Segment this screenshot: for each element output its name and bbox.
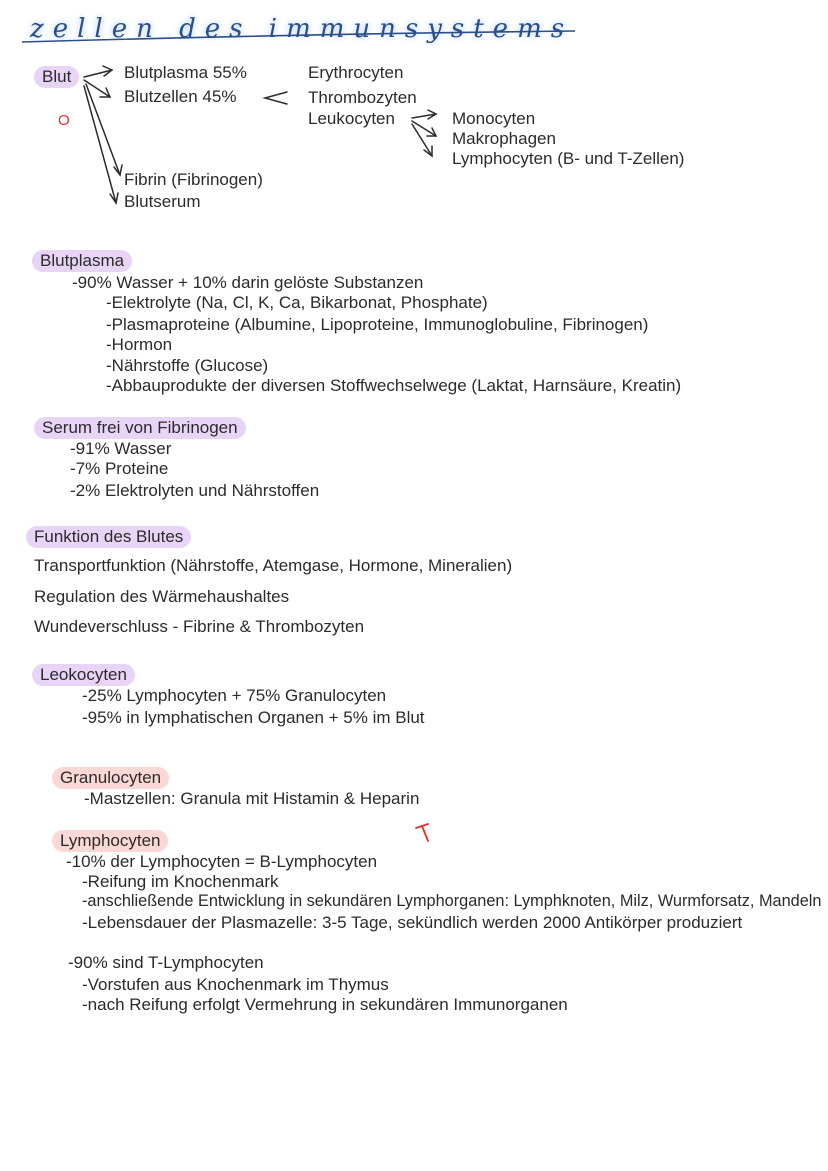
monocyten-label: Monocyten	[452, 109, 536, 128]
list-item: -7% Proteine	[70, 459, 169, 478]
list-item: -91% Wasser	[70, 439, 172, 458]
list-item: -Nährstoffe (Glucose)	[106, 356, 269, 375]
blutzellen-pct: Blutzellen 45%	[124, 87, 237, 106]
erythrocyten-label: Erythrocyten	[308, 63, 404, 82]
list-item: -2% Elektrolyten und Nährstoffen	[70, 481, 320, 500]
blut-label: Blut	[34, 66, 79, 88]
list-item: -90% Wasser + 10% darin gelöste Substanzen	[72, 273, 424, 292]
list-item: Transportfunktion (Nährstoffe, Atemgase, Hormone, Mineralien)	[34, 556, 513, 575]
thrombozyten-label: Thrombozyten	[308, 88, 417, 107]
list-item: Wundeverschluss - Fibrine & Thrombozyten	[34, 617, 365, 636]
list-item: -Hormon	[106, 335, 173, 354]
page-title: zellen des immunsystems	[30, 14, 574, 44]
blutserum-label: Blutserum	[124, 192, 201, 211]
makrophagen-label: Makrophagen	[452, 129, 556, 148]
list-item: -10% der Lymphocyten = B-Lymphocyten	[66, 852, 378, 871]
leokocyten-heading: Leokocyten	[32, 664, 135, 686]
list-item: -Lebensdauer der Plasmazelle: 3-5 Tage, sekündlich werden 2000 Antikörper produziert	[82, 913, 743, 932]
lymphocyten-label: Lymphocyten (B- und T-Zellen)	[452, 149, 685, 168]
list-item: -Vorstufen aus Knochenmark im Thymus	[82, 975, 389, 994]
list-item: -95% in lymphatischen Organen + 5% im Blut	[82, 708, 425, 727]
list-item: -Elektrolyte (Na, Cl, K, Ca, Bikarbonat, Phosphate)	[106, 293, 488, 312]
granulocyten-heading: Granulocyten	[52, 767, 169, 789]
list-item: -Mastzellen: Granula mit Histamin & Heparin	[84, 789, 420, 808]
list-item: -25% Lymphocyten + 75% Granulocyten	[82, 686, 387, 705]
list-item: Regulation des Wärmehaushaltes	[34, 587, 290, 606]
list-item: -Plasmaproteine (Albumine, Lipoproteine, Immunoglobuline, Fibrinogen)	[106, 315, 649, 334]
list-item: -anschließende Entwicklung in sekundären Lymphorganen: Lymphknoten, Milz, Wurmforsatz, Mandeln	[82, 892, 822, 910]
list-item: -nach Reifung erfolgt Vermehrung in sekundären Immunorganen	[82, 995, 568, 1014]
funktion-heading: Funktion des Blutes	[26, 526, 191, 548]
list-item: -Abbauprodukte der diversen Stoffwechselwege (Laktat, Harnsäure, Kreatin)	[106, 376, 682, 395]
lymphocyten-heading: Lymphocyten	[52, 830, 168, 852]
leukocyten-label: Leukocyten	[308, 109, 395, 128]
fibrin-label: Fibrin (Fibrinogen)	[124, 170, 263, 189]
blutplasma-pct: Blutplasma 55%	[124, 63, 247, 82]
red-mark-o: O	[58, 112, 70, 129]
blutplasma-heading: Blutplasma	[32, 250, 132, 272]
serum-heading: Serum frei von Fibrinogen	[34, 417, 246, 439]
list-item: -90% sind T-Lymphocyten	[68, 953, 264, 972]
list-item: -Reifung im Knochenmark	[82, 872, 279, 891]
